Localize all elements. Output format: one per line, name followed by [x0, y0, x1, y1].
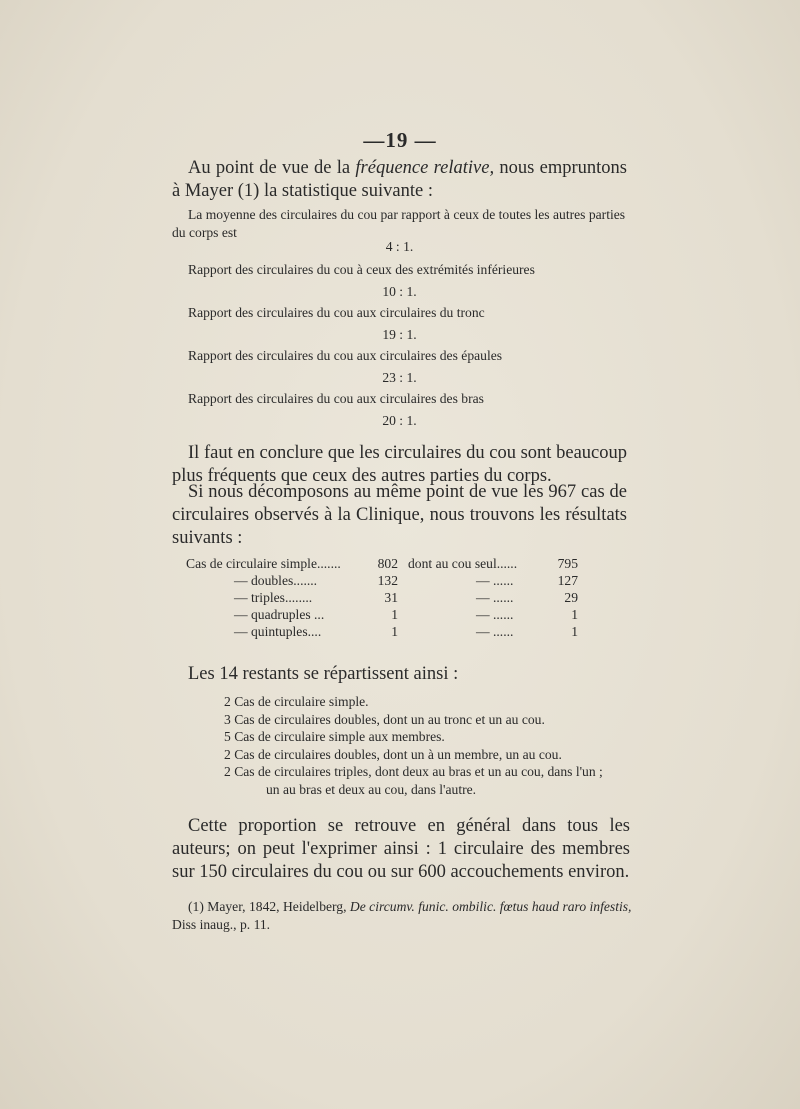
table-row: [186, 607, 578, 624]
ratio-label-2: Rapport des circulaires du cou aux circulaires du tronc: [188, 305, 485, 320]
neck-count: 29: [564, 590, 578, 605]
ratio-label-4: Rapport des circulaires du cou aux circulaires des bras: [188, 391, 484, 406]
proportion-paragraph: Cette proportion se retrouve en général dans tous les auteurs; on peut l'exprimer ainsi : 1 circulaire des membres sur 150 circulaires du cou ou sur 600 accouchements environ.: [172, 816, 630, 882]
cases-table: [186, 556, 578, 641]
list-item: 5 Cas de circulaire simple aux membres.: [224, 729, 445, 744]
remaining-list: [224, 693, 634, 798]
neck-label: — ......: [476, 573, 514, 588]
case-type: — triples........: [234, 590, 313, 605]
list-item: 2 Cas de circulaire simple.: [224, 694, 369, 709]
ratio-value-1: 10 : 1.: [382, 284, 417, 299]
footnote-title: De circumv. funic. ombilic. fœtus haud raro infestis,: [349, 899, 632, 914]
case-type: — doubles.......: [234, 573, 318, 588]
table-row: [186, 556, 578, 573]
list-item: 2 Cas de circulaires triples, dont deux au bras et un au cou, dans l'un ;: [224, 764, 603, 779]
neck-count: 1: [571, 624, 578, 639]
decomposition-paragraph: Si nous décomposons au même point de vue les 967 cas de circulaires observés à la Clinique, nous trouvons les résultats suivants :: [172, 482, 627, 548]
remaining-heading: Les 14 restants se répartissent ainsi :: [188, 664, 459, 684]
ratio-label-0: La moyenne des circulaires du cou par rapport à ceux de toutes les autres parties du corps est: [172, 207, 626, 240]
table-row: [186, 590, 578, 607]
conclusion-paragraph: Il faut en conclure que les circulaires du cou sont beaucoup plus fréquents que ceux des autres parties du corps.: [172, 443, 627, 486]
ratio-label-1: Rapport des circulaires du cou à ceux des extrémités inférieures: [188, 262, 535, 277]
table-row: [186, 573, 578, 590]
footnote-prefix: (1) Mayer, 1842, Heidelberg,: [188, 899, 350, 914]
neck-label: — ......: [476, 590, 514, 605]
list-item: 3 Cas de circulaires doubles, dont un au tronc et un au cou.: [224, 711, 545, 727]
neck-count: 127: [557, 573, 578, 588]
list-item: 2 Cas de circulaires doubles, dont un à un membre, un au cou.: [224, 746, 562, 762]
neck-count: 1: [571, 607, 578, 622]
footnote: [172, 898, 632, 934]
case-type: — quadruples ...: [234, 607, 325, 622]
intro-emphasis: fréquence relative,: [355, 158, 495, 178]
case-count: 1: [391, 624, 398, 639]
case-count: 31: [384, 590, 398, 605]
neck-label: — ......: [476, 624, 514, 639]
ratio-value-2: 19 : 1.: [382, 327, 417, 342]
intro-text-before: Au point de vue de la: [188, 158, 356, 178]
case-count: 802: [377, 556, 398, 571]
intro-paragraph: [172, 157, 627, 203]
page-number: —19 —: [363, 128, 437, 152]
footnote-suffix: Diss inaug., p. 11.: [172, 917, 271, 932]
table-row: [186, 624, 578, 641]
ratio-value-4: 20 : 1.: [382, 413, 417, 428]
intro-text-after: nous empruntons à Mayer (1) la statistique suivante :: [172, 158, 627, 201]
case-type: — quintuples....: [234, 624, 322, 639]
case-count: 1: [391, 607, 398, 622]
ratio-value-3: 23 : 1.: [382, 370, 417, 385]
neck-label: dont au cou seul......: [408, 556, 518, 571]
neck-count: 795: [557, 556, 578, 571]
list-item-continuation: un au bras et deux au cou, dans l'autre.: [266, 781, 477, 797]
case-count: 132: [377, 573, 398, 588]
neck-label: — ......: [476, 607, 514, 622]
ratio-label-3: Rapport des circulaires du cou aux circulaires des épaules: [188, 348, 503, 363]
ratio-value-0: 4 : 1.: [385, 239, 414, 254]
case-type: Cas de circulaire simple.......: [186, 556, 341, 571]
